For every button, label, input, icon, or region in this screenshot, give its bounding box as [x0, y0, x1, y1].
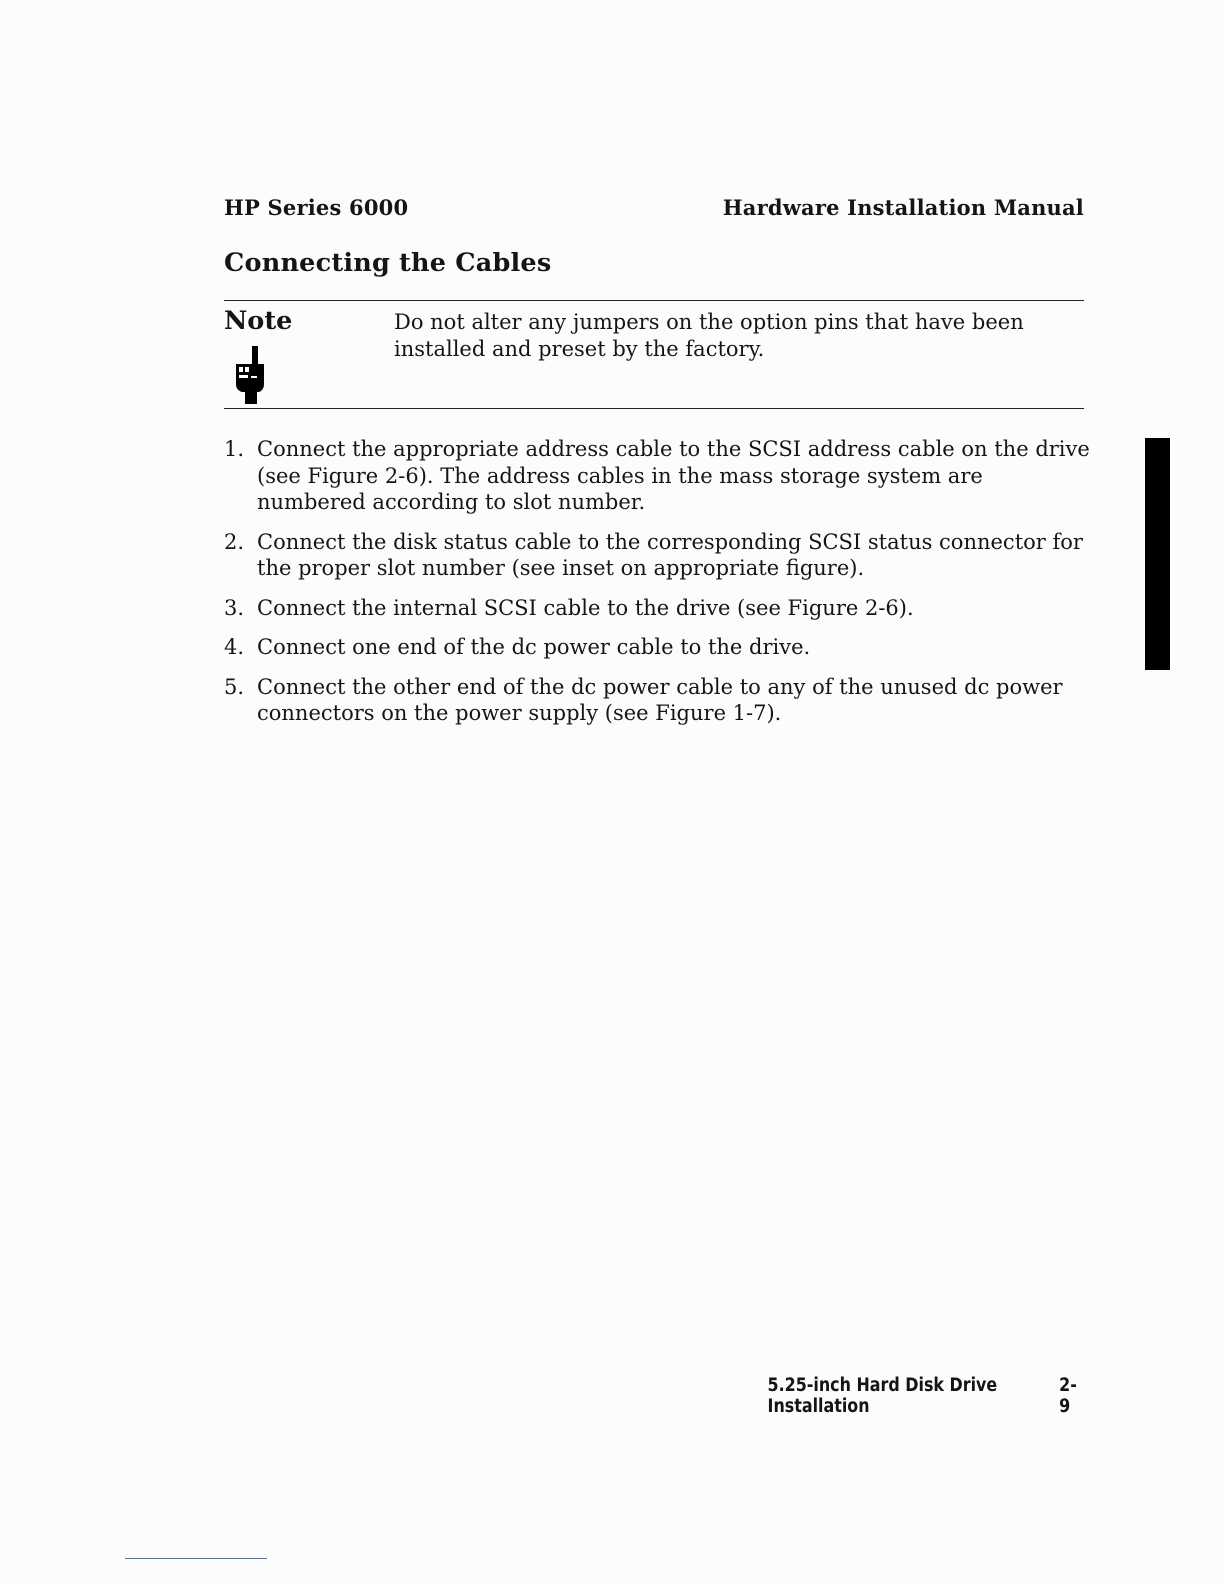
note-text: Do not alter any jumpers on the option pins that have been installed and preset by the factory.	[394, 310, 1024, 361]
step-text: Connect the appropriate address cable to the SCSI address cable on the drive (see Figure 2-6). The address cables in the mass storage system are numbered according to slot number.	[257, 437, 1090, 514]
page-footer	[768, 1375, 1084, 1417]
step-number: 1.	[224, 437, 245, 461]
chapter-thumb-tab	[1145, 438, 1170, 670]
steps-list	[224, 436, 1094, 740]
step-text: Connect the other end of the dc power cable to any of the unused dc power connectors on the power supply (see Figure 1-7).	[257, 674, 1063, 725]
list-item	[224, 436, 1094, 516]
step-number: 3.	[224, 595, 245, 620]
list-item	[224, 674, 1094, 727]
footer-chapter-title: 5.25-inch Hard Disk Drive Installation	[767, 1375, 998, 1417]
list-item	[224, 634, 1094, 661]
step-number: 4.	[224, 635, 245, 659]
step-text: Connect the disk status cable to the corresponding SCSI status connector for the proper slot number (see inset on appropriate figure).	[257, 529, 1083, 580]
pointing-hand-icon	[232, 346, 270, 404]
step-text: Connect the internal SCSI cable to the drive (see Figure 2-6).	[257, 595, 914, 620]
list-item	[224, 529, 1094, 582]
note-label: Note	[224, 306, 293, 336]
footer-page-number: 2-9	[1059, 1375, 1077, 1417]
step-number: 2.	[224, 529, 245, 554]
running-header	[224, 195, 1084, 220]
header-product: HP Series 6000	[224, 195, 409, 220]
header-manual-title: Hardware Installation Manual	[722, 195, 1084, 220]
list-item	[224, 595, 1094, 622]
note-box	[224, 300, 1084, 409]
step-number: 5.	[224, 674, 245, 699]
step-text: Connect one end of the dc power cable to the drive.	[257, 635, 811, 659]
section-title: Connecting the Cables	[224, 248, 552, 278]
divider	[125, 1558, 267, 1559]
